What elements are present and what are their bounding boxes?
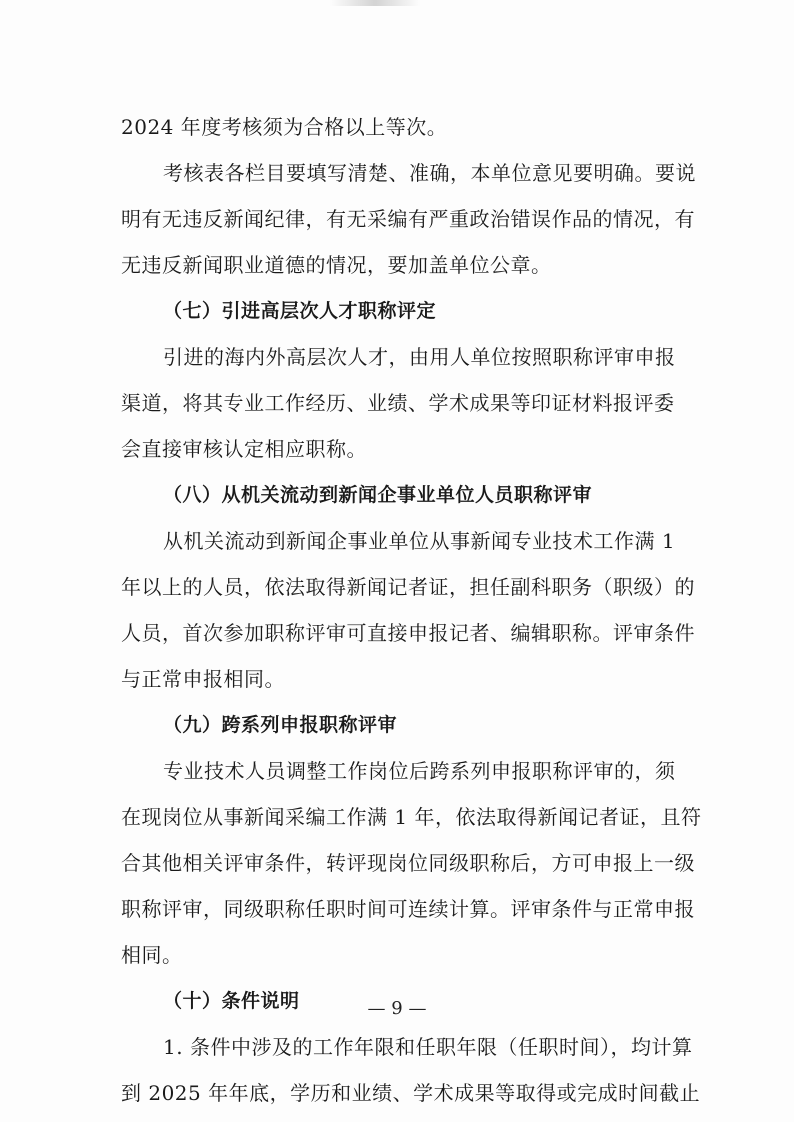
text-line: 考核表各栏目要填写清楚、准确，本单位意见要明确。要说 — [163, 161, 696, 185]
text-line: 年以上的人员，依法取得新闻记者证，担任副科职务（职级）的 — [121, 575, 695, 599]
text-line: 专业技术人员调整工作岗位后跨系列申报职称评审的，须 — [163, 759, 676, 783]
section-heading-10: （十）条件说明 — [163, 990, 300, 1012]
text-line: 明有无违反新闻纪律，有无采编有严重政治错误作品的情况，有 — [121, 207, 695, 231]
text-line: 人员，首次参加职称评审可直接申报记者、编辑职称。评审条件 — [121, 621, 695, 645]
text-line: 无违反新闻职业道德的情况，要加盖单位公章。 — [121, 253, 552, 277]
scan-artifact — [330, 0, 420, 6]
text-line: 1. 条件中涉及的工作年限和任职年限（任职时间），均计算 — [163, 1035, 693, 1059]
text-line: 2024 年度考核须为合格以上等次。 — [121, 115, 448, 139]
section-heading-9: （九）跨系列申报职称评审 — [163, 714, 398, 736]
page-number: — 9 — — [367, 998, 427, 1019]
text-line: 相同。 — [121, 943, 183, 967]
text-line: 引进的海内外高层次人才，由用人单位按照职称评审申报 — [163, 345, 676, 369]
text-line: 到 2025 年年底，学历和业绩、学术成果等取得或完成时间截止 — [121, 1081, 701, 1105]
text-line: 会直接审核认定相应职称。 — [121, 437, 367, 461]
text-line: 渠道，将其专业工作经历、业绩、学术成果等印证材料报评委 — [121, 391, 675, 415]
text-line: 在现岗位从事新闻采编工作满 1 年，依法取得新闻记者证，且符 — [121, 805, 702, 829]
section-heading-7: （七）引进高层次人才职称评定 — [163, 300, 437, 322]
text-line: 与正常申报相同。 — [121, 667, 285, 691]
text-line: 合其他相关评审条件，转评现岗位同级职称后，方可申报上一级 — [121, 851, 695, 875]
text-line: 从机关流动到新闻企事业单位从事新闻专业技术工作满 1 — [163, 529, 676, 553]
text-line: 职称评审，同级职称任职时间可连续计算。评审条件与正常申报 — [121, 897, 695, 921]
section-heading-8: （八）从机关流动到新闻企事业单位人员职称评审 — [163, 484, 593, 506]
